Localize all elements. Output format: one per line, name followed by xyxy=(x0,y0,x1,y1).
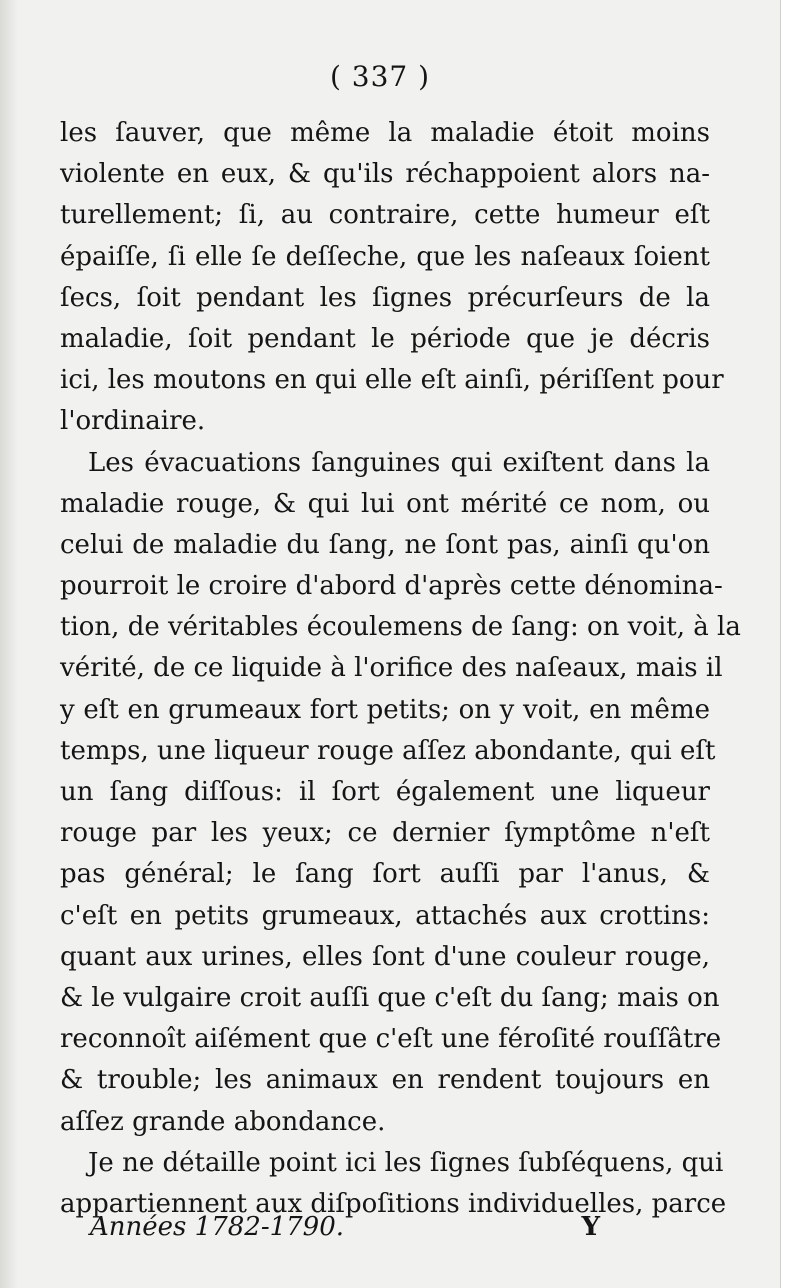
text-line: appartiennent aux diſpoſitions individuelles, parce xyxy=(60,1188,727,1219)
footer-years: Années 1782-1790. xyxy=(90,1212,345,1242)
text-line: reconnoît aiſément que c'eſt une féroſité rouſſâtre xyxy=(60,1024,722,1055)
body-text xyxy=(60,113,741,1225)
text-line: ſecs, ſoit pendant les ſignes précurſeurs de la xyxy=(60,282,710,313)
page-right-edge xyxy=(780,0,800,1288)
text-line: un ſang diſſous: il ſort également une liqueur xyxy=(60,777,710,807)
text-line: maladie rouge, & qui lui ont mérité ce nom, ou xyxy=(60,488,710,519)
page-footer xyxy=(90,1212,600,1252)
text-line: rouge par les yeux; ce dernier ſymptôme n'eſt xyxy=(60,818,710,849)
text-line: & trouble; les animaux en rendent toujours en xyxy=(60,1065,710,1096)
text-line: les ſauver, que même la maladie étoit moins xyxy=(60,118,710,148)
text-line: Les évacuations ſanguines qui exiſtent dans la xyxy=(88,447,710,478)
text-line: celui de maladie du ſang, ne ſont pas, ainſi qu'on xyxy=(60,529,710,560)
text-line: l'ordinaire. xyxy=(60,406,206,437)
text-line: aſſez grande abondance. xyxy=(60,1106,386,1137)
text-line: y eſt en grumeaux fort petits; on y voit, en même xyxy=(60,694,710,725)
text-line: pas général; le ſang ſort auſſi par l'anus, & xyxy=(60,859,710,890)
page-gutter-shadow xyxy=(0,0,18,1288)
text-line: & le vulgaire croit auſſi que c'eſt du ſang; mais on xyxy=(60,982,720,1013)
text-line: violente en eux, & qu'ils réchappoient alors na- xyxy=(60,159,710,190)
text-line: c'eſt en petits grumeaux, attachés aux crottins: xyxy=(60,900,710,931)
text-line: maladie, ſoit pendant le période que je décris xyxy=(60,323,710,354)
text-line: tion, de véritables écoulemens de ſang: on voit, à la xyxy=(60,612,741,643)
text-line: quant aux urines, elles ſont d'une couleur rouge, xyxy=(60,941,710,972)
page-number: ( 337 ) xyxy=(329,60,431,93)
text-line: ici, les moutons en qui elle eſt ainſi, périſſent pour xyxy=(60,365,724,396)
text-line: vérité, de ce liquide à l'orifice des naſeaux, mais il xyxy=(60,653,723,684)
text-line: pourroit le croire d'abord d'après cette dénomina- xyxy=(60,571,723,602)
text-line: turellement; ſi, au contraire, cette humeur eſt xyxy=(60,200,710,231)
signature-mark: Y xyxy=(581,1212,600,1242)
text-line: temps, une liqueur rouge aſſez abondante, qui eſt xyxy=(60,735,716,766)
text-line: Je ne détaille point ici les ſignes ſubſéquens, qui xyxy=(88,1147,724,1178)
text-line: épaiſſe, ſi elle ſe deſſeche, que les naſeaux ſoient xyxy=(60,241,710,272)
